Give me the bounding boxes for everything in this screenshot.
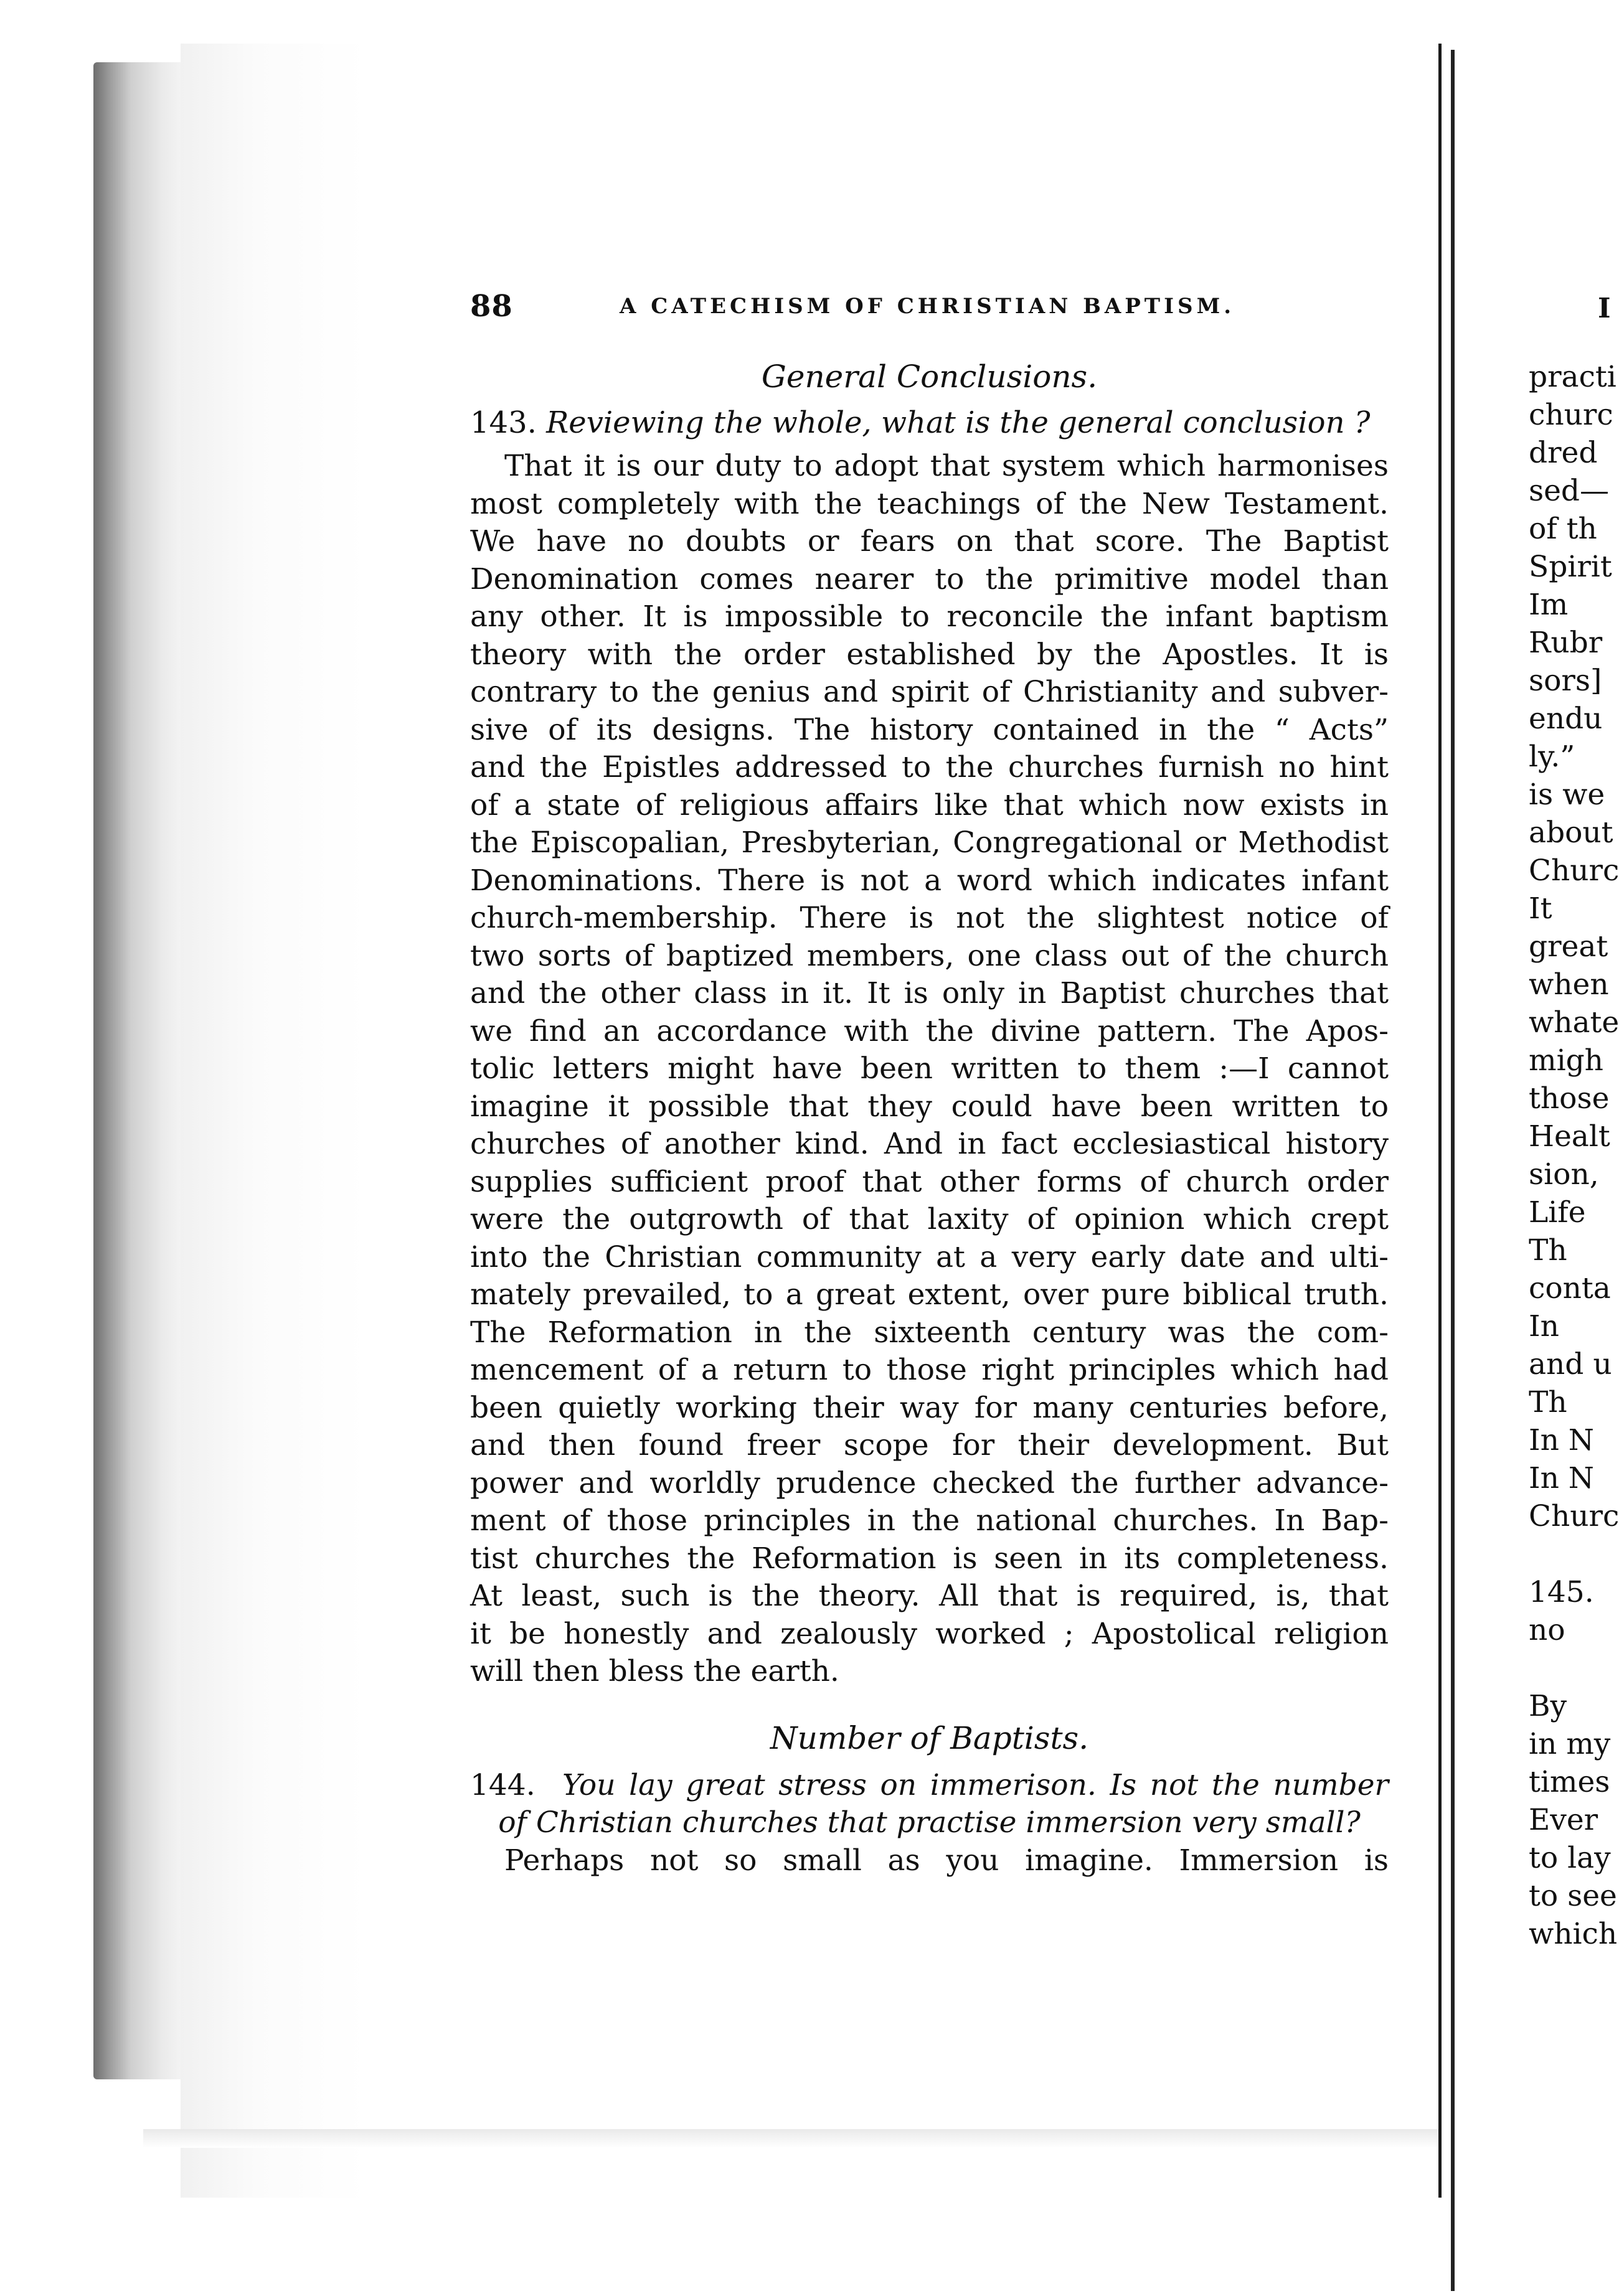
right-page-fragment bbox=[1529, 358, 1619, 1953]
page-number: 88 bbox=[470, 289, 513, 324]
answer-line: into the Christian community at a very early date and ulti- bbox=[470, 1240, 1389, 1274]
answer-line: That it is our duty to adopt that system which harmonises bbox=[504, 449, 1389, 483]
right-page-line: practi bbox=[1529, 360, 1617, 394]
answer-143 bbox=[470, 448, 1389, 1691]
answer-line: church-membership. There is not the slightest notice of bbox=[470, 901, 1389, 935]
right-page-line: It bbox=[1529, 892, 1552, 926]
right-page-line bbox=[1529, 1535, 1607, 1573]
right-page-line: Churc bbox=[1529, 854, 1619, 888]
right-page-line: and u bbox=[1529, 1347, 1612, 1381]
right-page-corner-mark: I bbox=[1598, 293, 1611, 324]
page-bottom-edge bbox=[143, 2129, 1438, 2148]
answer-line: supplies sufficient proof that other forms of church order bbox=[470, 1164, 1389, 1199]
running-head: A CATECHISM OF CHRISTIAN BAPTISM. bbox=[620, 294, 1235, 319]
answer-line: we find an accordance with the divine pattern. The Apos- bbox=[470, 1014, 1389, 1048]
answer-line: Denominations. There is not a word which indicates infant bbox=[470, 863, 1389, 898]
book-edge-shadow bbox=[93, 62, 187, 2079]
question-text: Reviewing the whole, what is the general conclusion ? bbox=[546, 405, 1371, 440]
section-heading-general-conclusions: General Conclusions. bbox=[761, 359, 1098, 395]
right-page-line: whate bbox=[1529, 1005, 1619, 1040]
right-page-line: ly.” bbox=[1529, 740, 1575, 774]
section-heading-number-of-baptists: Number of Baptists. bbox=[770, 1720, 1089, 1756]
answer-line: tolic letters might have been written to them :—I cannot bbox=[470, 1052, 1389, 1086]
right-page-line: to lay bbox=[1529, 1841, 1611, 1875]
right-page-line: Rubr bbox=[1529, 626, 1603, 660]
answer-line: contrary to the genius and spirit of Christianity and subver- bbox=[470, 675, 1389, 709]
right-page-line: migh bbox=[1529, 1043, 1603, 1078]
right-page-line: of th bbox=[1529, 512, 1597, 546]
answer-line: been quietly working their way for many centuries before, bbox=[470, 1390, 1389, 1425]
answer-line: the Episcopalian, Presbyterian, Congregational or Methodist bbox=[470, 826, 1389, 860]
right-page-line: endu bbox=[1529, 702, 1603, 736]
answer-line: and the Epistles addressed to the churches furnish no hint bbox=[470, 750, 1389, 784]
right-page-line: 145. bbox=[1529, 1575, 1594, 1609]
answer-line: The Reformation in the sixteenth century was the com- bbox=[470, 1315, 1389, 1350]
right-page-line: in my bbox=[1529, 1727, 1611, 1761]
answer-line: of a state of religious affairs like that which now exists in bbox=[470, 788, 1389, 822]
right-page-line: no bbox=[1529, 1613, 1565, 1647]
answer-line: most completely with the teachings of the New Testament. bbox=[470, 486, 1389, 521]
answer-line: churches of another kind. And in fact ecclesiastical history bbox=[470, 1127, 1389, 1161]
right-page-line: those bbox=[1529, 1081, 1610, 1116]
right-page-line: Churc bbox=[1529, 1499, 1619, 1533]
right-page-line: Ever bbox=[1529, 1803, 1598, 1837]
answer-line: will then bless the earth. bbox=[470, 1654, 839, 1688]
question-143 bbox=[470, 404, 1389, 441]
answer-line: At least, such is the theory. All that is required, is, that bbox=[470, 1579, 1389, 1613]
book-gutter bbox=[1443, 0, 1457, 2296]
right-page-line: Life bbox=[1529, 1195, 1586, 1230]
answer-line: mately prevailed, to a great extent, over pure biblical truth. bbox=[470, 1277, 1389, 1312]
right-page-line: churc bbox=[1529, 398, 1613, 432]
answer-line: and the other class in it. It is only in Baptist churches that bbox=[470, 976, 1389, 1010]
question-144-line-1 bbox=[470, 1767, 1389, 1805]
right-page-line: about bbox=[1529, 816, 1613, 850]
answer-line: Denomination comes nearer to the primitive model than bbox=[470, 562, 1389, 596]
answer-line: it be honestly and zealously worked ; Apostolical religion bbox=[470, 1616, 1389, 1651]
answer-line: tist churches the Reformation is seen in its completeness. bbox=[470, 1541, 1389, 1576]
right-page-line: is we bbox=[1529, 778, 1605, 812]
right-page-line: Th bbox=[1529, 1233, 1567, 1268]
right-page-line: Im bbox=[1529, 588, 1569, 622]
right-page-line: sion, bbox=[1529, 1157, 1599, 1192]
answer-line: ment of those principles in the national churches. In Bap- bbox=[470, 1503, 1389, 1538]
answer-line: theory with the order established by the Apostles. It is bbox=[470, 637, 1389, 672]
answer-line: two sorts of baptized members, one class out of the church bbox=[470, 938, 1389, 973]
question-number: 144. bbox=[470, 1767, 536, 1802]
right-page-line: sed— bbox=[1529, 474, 1610, 508]
question-text: of Christian churches that practise immersion very small? bbox=[498, 1805, 1361, 1840]
answer-line: power and worldly prudence checked the further advance- bbox=[470, 1466, 1389, 1500]
right-page-line: to see bbox=[1529, 1879, 1617, 1913]
right-page-line: times bbox=[1529, 1765, 1610, 1799]
answer-line: imagine it possible that they could have been written to bbox=[470, 1089, 1389, 1124]
page-header bbox=[470, 289, 1385, 326]
right-page-line: dred bbox=[1529, 436, 1598, 470]
answer-line: mencement of a return to those right principles which had bbox=[470, 1353, 1389, 1387]
right-page-line: In N bbox=[1529, 1461, 1594, 1495]
answer-144-line: Perhaps not so small as you imagine. Immersion is bbox=[504, 1843, 1389, 1878]
right-page-line: By bbox=[1529, 1689, 1567, 1723]
right-page-line: Th bbox=[1529, 1385, 1567, 1419]
right-page-line: sors] bbox=[1529, 664, 1602, 698]
main-text-block bbox=[470, 358, 1389, 1880]
right-page-line: great bbox=[1529, 929, 1608, 964]
question-144-line-2 bbox=[470, 1804, 1389, 1842]
answer-line: sive of its designs. The history contained in the “ Acts” bbox=[470, 712, 1389, 747]
right-page-line: Spirit bbox=[1529, 550, 1612, 584]
question-text: You lay great stress on immerison. Is not the number bbox=[562, 1767, 1389, 1802]
right-page-line: Healt bbox=[1529, 1119, 1610, 1154]
right-page-line: conta bbox=[1529, 1271, 1611, 1306]
right-page-line: In bbox=[1529, 1309, 1559, 1343]
answer-line: and then found freer scope for their development. But bbox=[470, 1428, 1389, 1462]
right-page-edge-line bbox=[1451, 50, 1455, 2291]
right-page-line bbox=[1529, 1649, 1607, 1687]
answer-line: We have no doubts or fears on that score. The Baptist bbox=[470, 524, 1389, 558]
right-page-line: when bbox=[1529, 967, 1609, 1002]
answer-line: were the outgrowth of that laxity of opinion which crept bbox=[470, 1202, 1389, 1236]
answer-line: any other. It is impossible to reconcile the infant baptism bbox=[470, 600, 1389, 634]
right-page-line: In N bbox=[1529, 1423, 1594, 1457]
question-number: 143. bbox=[470, 405, 537, 440]
right-page-line: which bbox=[1529, 1917, 1618, 1951]
